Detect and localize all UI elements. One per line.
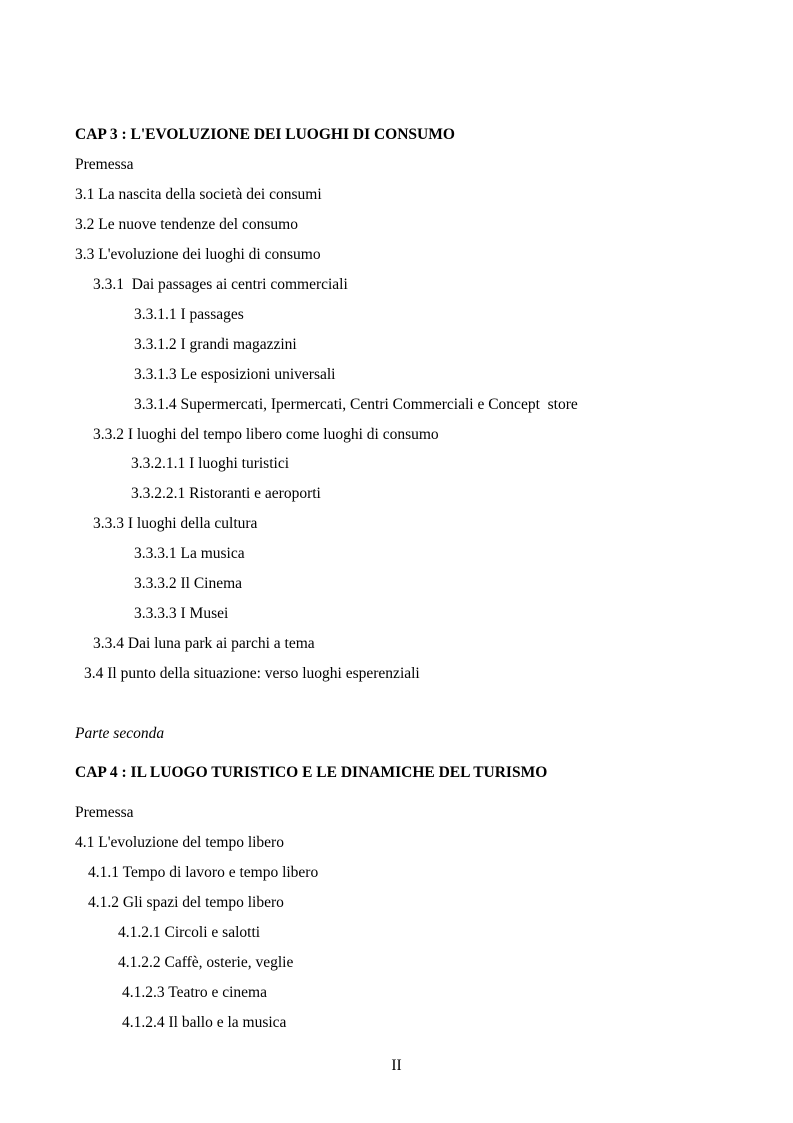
toc-entry: 4.1.2.4 Il ballo e la musica	[122, 1014, 287, 1031]
toc-entry: 4.1.2.2 Caffè, osterie, veglie	[118, 954, 294, 971]
toc-entry: 3.4 Il punto della situazione: verso luoghi esperenziali	[84, 665, 420, 682]
toc-entry: 3.3.1.1 I passages	[134, 306, 244, 323]
toc-entry: 4.1 L'evoluzione del tempo libero	[75, 834, 284, 851]
toc-entry: 4.1.2.1 Circoli e salotti	[118, 924, 261, 941]
part-label: Parte seconda	[75, 725, 165, 742]
chapter-4-heading: CAP 4 : IL LUOGO TURISTICO E LE DINAMICHE DEL TURISMO	[75, 764, 548, 781]
toc-entry: 3.2 Le nuove tendenze del consumo	[75, 216, 298, 233]
toc-entry: 3.3.2 I luoghi del tempo libero come luoghi di consumo	[93, 426, 439, 443]
toc-entry: Premessa	[75, 804, 134, 821]
toc-entry: 3.3.3 I luoghi della cultura	[93, 515, 258, 532]
toc-entry: 3.3.1 Dai passages ai centri commerciali	[93, 276, 348, 293]
toc-entry: 3.3.2.2.1 Ristoranti e aeroporti	[131, 485, 321, 502]
toc-entry: 3.3.1.4 Supermercati, Ipermercati, Centri Commerciali e Concept store	[134, 396, 578, 413]
toc-entry: 3.3.3.2 Il Cinema	[134, 575, 243, 592]
toc-entry: 4.1.2 Gli spazi del tempo libero	[88, 894, 284, 911]
toc-entry: 3.3.3.3 I Musei	[134, 605, 229, 622]
toc-entry: 4.1.2.3 Teatro e cinema	[122, 984, 267, 1001]
toc-entry: 3.3.1.3 Le esposizioni universali	[134, 366, 336, 383]
chapter-3-heading: CAP 3 : L'EVOLUZIONE DEI LUOGHI DI CONSUMO	[75, 126, 455, 143]
toc-entry: 3.3 L'evoluzione dei luoghi di consumo	[75, 246, 321, 263]
toc-entry: 3.3.1.2 I grandi magazzini	[134, 336, 297, 353]
toc-entry: 3.3.3.1 La musica	[134, 545, 245, 562]
page-number: II	[391, 1057, 402, 1074]
toc-entry: Premessa	[75, 156, 134, 173]
toc-entry: 3.3.2.1.1 I luoghi turistici	[131, 455, 290, 472]
toc-entry: 3.3.4 Dai luna park ai parchi a tema	[93, 635, 315, 652]
toc-entry: 3.1 La nascita della società dei consumi	[75, 186, 322, 203]
toc-entry: 4.1.1 Tempo di lavoro e tempo libero	[88, 864, 319, 881]
